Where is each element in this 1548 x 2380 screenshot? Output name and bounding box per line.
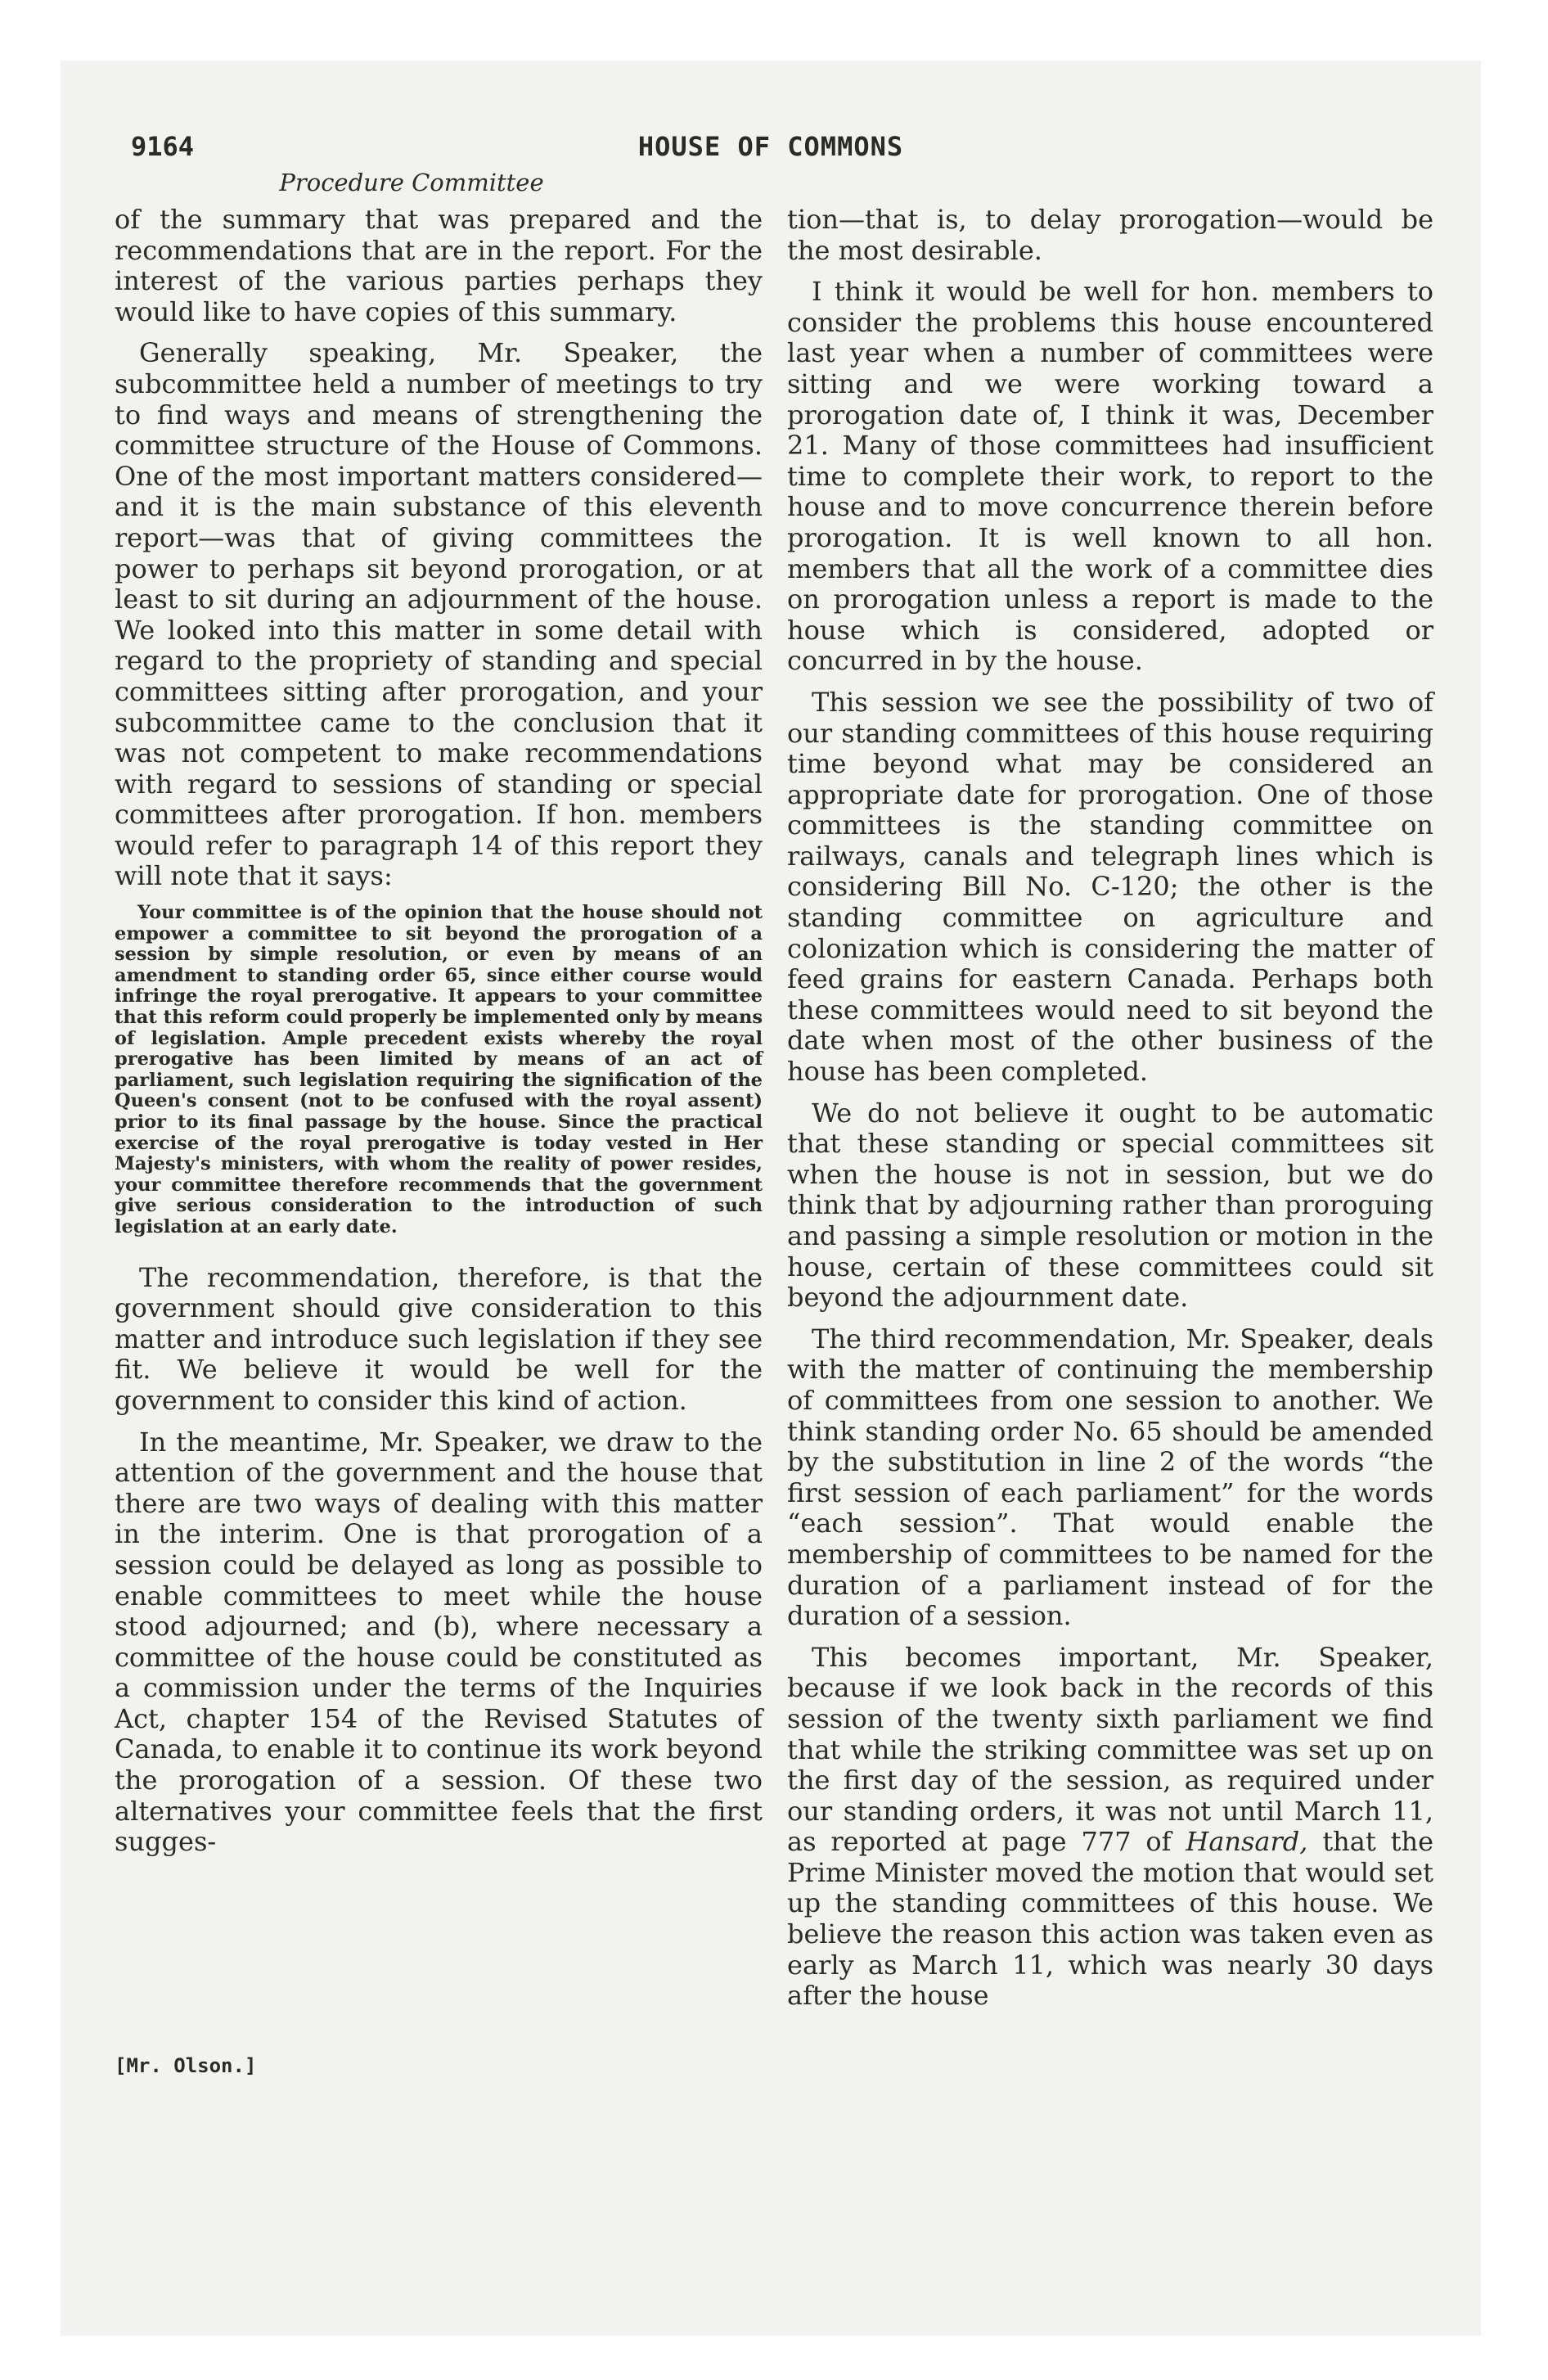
page-number: 9164 [131,131,195,162]
right-column [787,205,1433,2022]
section-heading: Procedure Committee [279,169,544,196]
paragraph: of the summary that was prepared and the recommendations that are in the report. For the interest of the various parties perhaps they would like to have copies of this summary. [115,204,763,327]
paragraph: We do not believe it ought to be automatic that these standing or special committees sit when the house is not in session, but we do think that by adjourning rather than proroguing and passing a simple resolution or motion in the house, certain of these committees could sit beyond the adjournment date. [787,1097,1433,1314]
paragraph [787,1643,1433,2012]
paragraph: The third recommendation, Mr. Speaker, deals with the matter of continuing the membership of committees from one session to another. We think standing order No. 65 should be amended by the substitution in line 2 of the words “the first session of each parliament” for the words “each session”. That would enable the membership of committees to be named for the duration of a parliament instead of for the duration of a session. [787,1323,1433,1632]
paragraph: Generally speaking, Mr. Speaker, the subcommittee held a number of meetings to try to find ways and means of strengthening the committee structure of the House of Commons. One of the most important matters considered—and it is the main substance of this eleventh report—was that of giving committees the power to perhaps sit beyond prorogation, or at least to sit during an adjournment of the house. We looked into this matter in some detail with regard to the propriety of standing and special committees sitting after prorogation, and your subcommittee came to the conclusion that it was not competent to make recommendations with regard to sessions of standing or special committees after prorogation. If hon. members would refer to paragraph 14 of this report they will note that it says: [115,337,763,892]
paragraph: The recommendation, therefore, is that the government should give consideration to this matter and introduce such legislation if they see fit. We believe it would be well for the government to consider this kind of action. [115,1261,763,1416]
paragraph: tion—that is, to delay prorogation—would be the most desirable. [787,204,1433,266]
page-sheet [61,61,1481,2336]
left-column [115,205,763,1868]
italic-title: Hansard, [1186,1826,1308,1858]
speaker-attribution: [Mr. Olson.] [115,2054,257,2077]
paragraph: I think it would be well for hon. members to consider the problems this house encountered last year when a number of committees were sitting and we were working toward a prorogation date of, I think it was, December 21. Many of those committees had insufficient time to complete their work, to report to the house and to move concurrence therein before prorogation. It is well known to all hon. members that all the work of a committee dies on prorogation unless a report is made to the house which is considered, adopted or concurred in by the house. [787,276,1433,677]
paragraph: In the meantime, Mr. Speaker, we draw to the attention of the government and the house that there are two ways of dealing with this matter in the interim. One is that prorogation of a session could be delayed as long as possible to enable committees to meet while the house stood adjourned; and (b), where necessary a committee of the house could be constituted as a commission under the terms of the Inquiries Act, chapter 154 of the Revised Statutes of Canada, to enable it to continue its work beyond the prorogation of a session. Of these two alternatives your committee feels that the first sugges- [115,1426,763,1858]
block-quote: Your committee is of the opinion that the house should not empower a committee to sit beyond the prorogation of a session by simple resolution, or even by means of an amendment to standing order 65, since either course would infringe the royal prerogative. It appears to your committee that this reform could properly be implemented only by means of legislation. Ample precedent exists whereby the royal prerogative has been limited by means of an act of parliament, such legislation requiring the signification of the Queen's consent (not to be confused with the royal assent) prior to its final passage by the house. Since the practical exercise of the royal prerogative is today vested in Her Majesty's ministers, with whom the reality of power resides, your committee therefore recommends that the government give serious consideration to the introduction of such legislation at an early date. [115,902,763,1237]
running-head: HOUSE OF COMMONS [637,131,904,162]
paragraph-text: that the Prime Minister moved the motion that would set up the standing committees of this house. We believe the reason this action was taken even as early as March 11, which was nearly 30 days after the house [787,1826,1434,2012]
paragraph-text: This becomes important, Mr. Speaker, because if we look back in the records of this session of the twenty sixth parliament we find that while the striking committee was set up on the first day of the session, as required under our standing orders, it was not until March 11, as reported at page 777 of [787,1641,1433,1858]
paragraph: This session we see the possibility of two of our standing committees of this house requiring time beyond what may be considered an appropriate date for prorogation. One of those committees is the standing committee on railways, canals and telegraph lines which is considering Bill No. C-120; the other is the standing committee on agriculture and colonization which is considering the matter of feed grains for eastern Canada. Perhaps both these committees would need to sit beyond the date when most of the other business of the house has been completed. [787,686,1433,1088]
